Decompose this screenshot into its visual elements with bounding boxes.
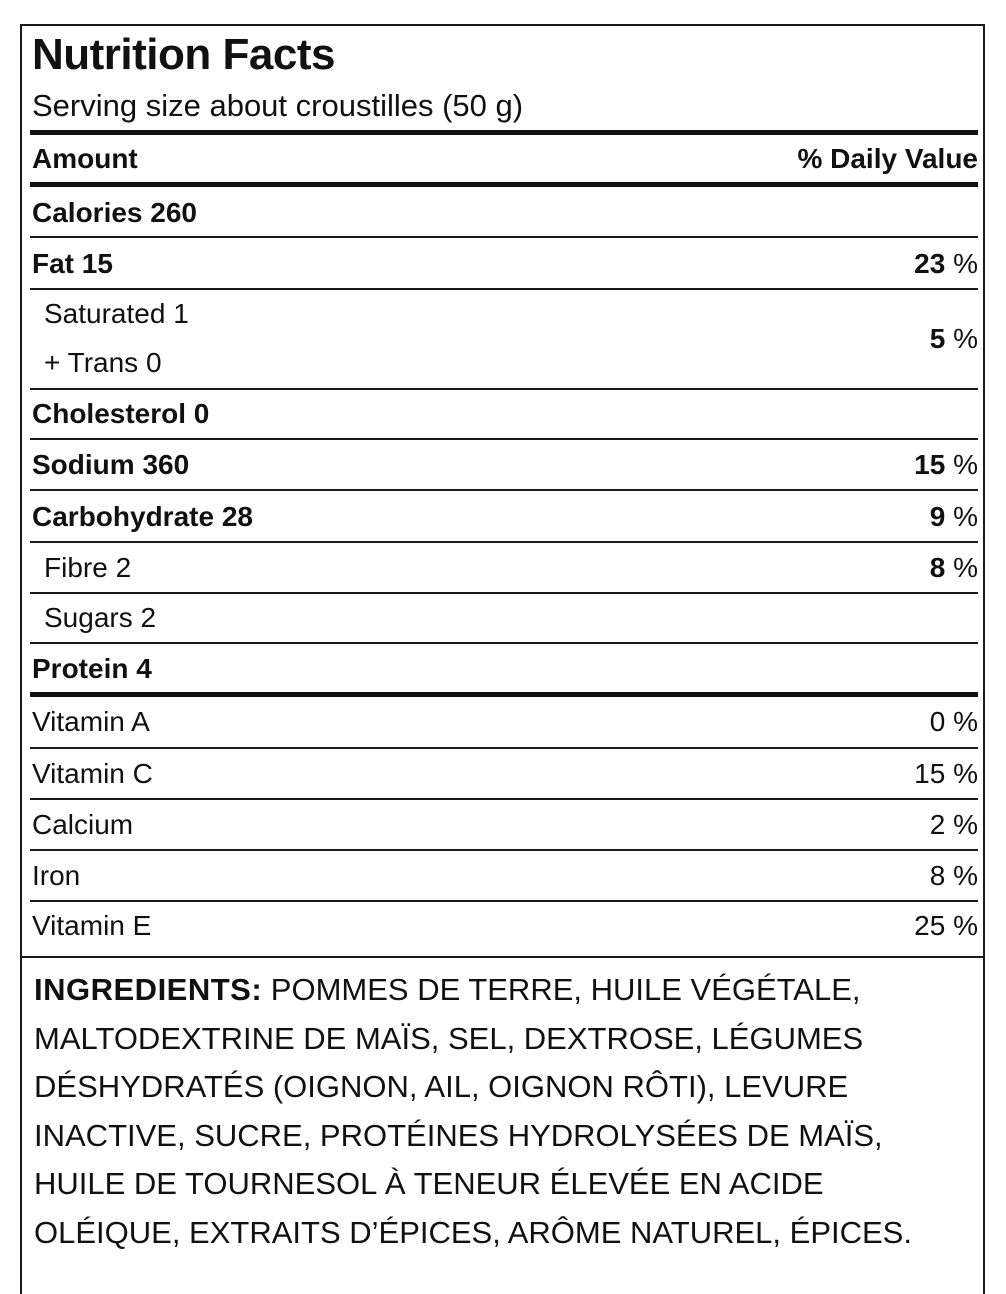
divider <box>30 849 978 851</box>
nutrient-percent: 5 % <box>929 323 978 354</box>
vitamin-name: Vitamin C <box>32 758 153 789</box>
divider <box>30 900 978 902</box>
nutrient-percent: 8 % <box>929 552 978 583</box>
nutrient-name: Saturated 1 <box>44 298 189 329</box>
vitamin-percent: 8 % <box>929 860 978 891</box>
nutrition-facts-panel <box>20 24 985 1294</box>
nutrient-name: Fat 15 <box>32 248 113 279</box>
divider <box>30 489 978 491</box>
daily-value-header: % Daily Value <box>797 143 978 174</box>
ingredients-divider <box>22 956 983 958</box>
thick-rule-header <box>30 182 978 187</box>
nutrient-name: Protein 4 <box>32 653 152 684</box>
vitamin-percent: 0 % <box>929 706 978 737</box>
divider <box>30 236 978 238</box>
divider <box>30 541 978 543</box>
divider <box>30 747 978 749</box>
ingredients-line: DÉSHYDRATÉS (OIGNON, AIL, OIGNON RÔTI), LEVURE <box>34 1069 849 1104</box>
ingredients-block <box>34 966 964 1257</box>
nutrient-name: Sodium 360 <box>32 449 190 480</box>
nutrient-percent: 15 % <box>914 449 978 480</box>
ingredients-line: MALTODEXTRINE DE MAÏS, SEL, DEXTROSE, LÉGUMES <box>34 1020 864 1056</box>
thick-rule-vitamins <box>30 692 978 697</box>
serving-size: Serving size about croustilles (50 g) <box>32 88 524 123</box>
divider <box>30 798 978 800</box>
label-title: Nutrition Facts <box>32 30 335 79</box>
nutrient-percent: 9 % <box>929 501 978 532</box>
nutrient-percent: 23 % <box>914 248 978 279</box>
calories-label: Calories 260 <box>32 197 197 228</box>
nutrient-name: + Trans 0 <box>44 347 162 378</box>
vitamin-percent: 2 % <box>929 809 978 840</box>
divider <box>30 592 978 594</box>
nutrient-name: Carbohydrate 28 <box>32 501 253 532</box>
ingredients-line: HUILE DE TOURNESOL À TENEUR ÉLEVÉE EN ACIDE <box>34 1166 824 1201</box>
divider <box>30 438 978 440</box>
divider <box>30 288 978 290</box>
vitamin-name: Iron <box>32 860 81 891</box>
divider <box>30 642 978 644</box>
thick-rule-top <box>30 130 978 135</box>
nutrient-name: Sugars 2 <box>44 602 157 633</box>
nutrient-name: Cholesterol 0 <box>32 398 210 429</box>
nutrient-name: Fibre 2 <box>44 552 132 583</box>
vitamin-percent: 25 % <box>914 910 978 941</box>
ingredients-label: INGREDIENTS: <box>34 972 263 1007</box>
ingredients-line: OLÉIQUE, EXTRAITS D’ÉPICES, ARÔME NATUREL, ÉPICES. <box>34 1214 912 1250</box>
ingredients-line: INACTIVE, SUCRE, PROTÉINES HYDROLYSÉES DE MAÏS, <box>34 1117 883 1153</box>
vitamin-name: Vitamin A <box>32 706 150 737</box>
ingredients-line: INGREDIENTS: POMMES DE TERRE, HUILE VÉGÉTALE, <box>34 972 861 1007</box>
vitamin-name: Calcium <box>32 809 134 840</box>
vitamin-name: Vitamin E <box>32 910 152 941</box>
vitamin-percent: 15 % <box>914 758 978 789</box>
amount-header: Amount <box>32 143 138 174</box>
divider <box>30 388 978 390</box>
